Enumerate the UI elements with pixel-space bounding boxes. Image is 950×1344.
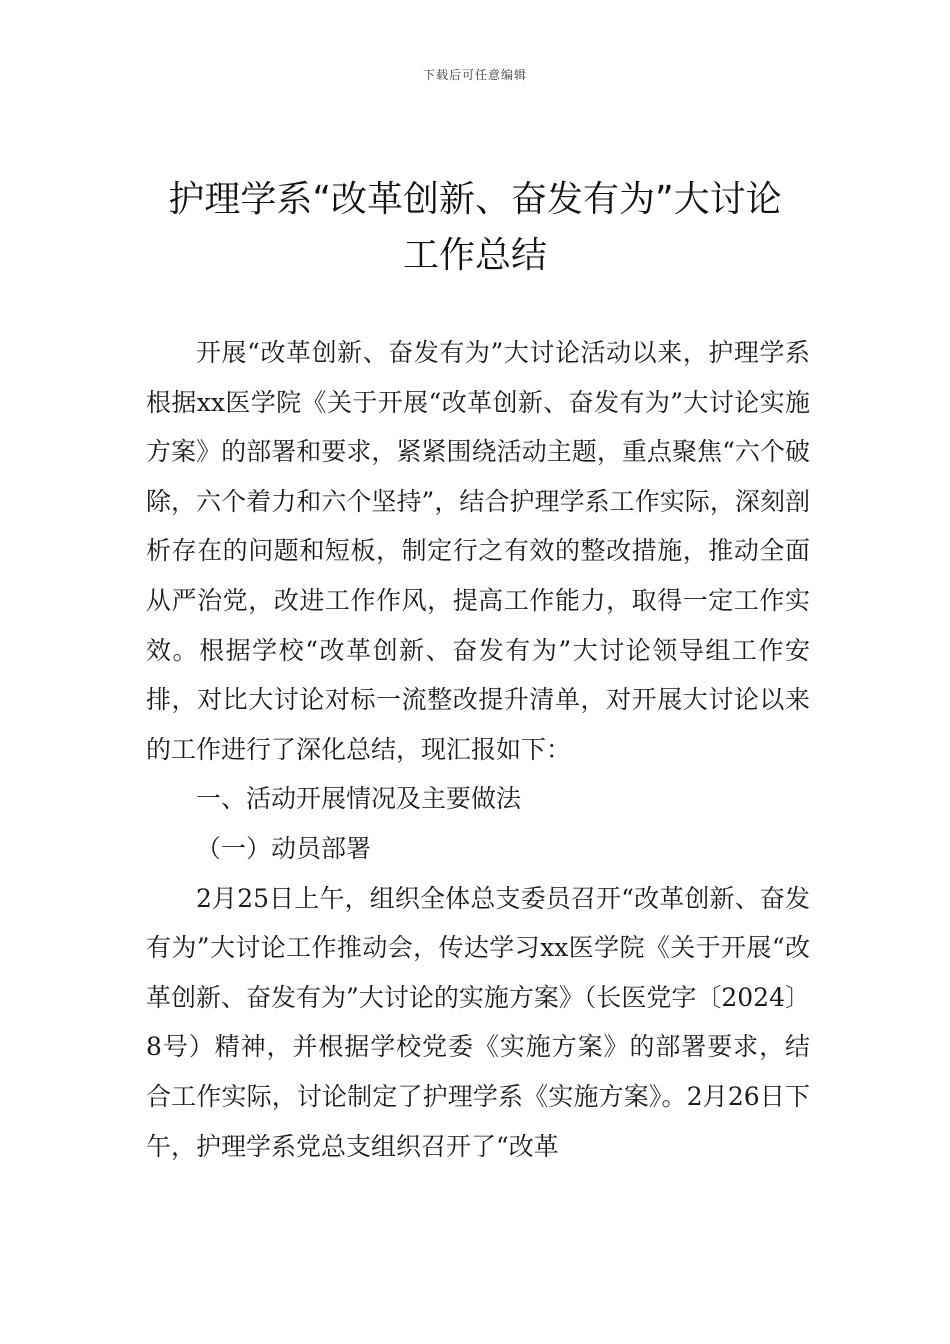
title-line-1: 护理学系“改革创新、奋发有为”大讨论 xyxy=(168,179,782,220)
document-title xyxy=(100,172,850,284)
title-line-2: 工作总结 xyxy=(402,235,547,276)
header-note: 下载后可任意编辑 xyxy=(422,68,527,82)
subsection-heading: （一）动员部署 xyxy=(196,833,372,863)
subsection-paragraph: 2月25日上午，组织全体总支委员召开“改革创新、奋发有为”大讨论工作推动会，传达学习xx医学院《关于开展“改革创新、奋发有为”大讨论的实施方案》（长医党字〔2024〕8号）精神，并根据学校党委《实施方案》的部署要求，结合工作实际，讨论制定了护理学系《实施方案》。2月26日下午，护理学系党总支组织召开了“改革 xyxy=(146,883,810,1161)
section-heading: 一、活动开展情况及主要做法 xyxy=(196,784,522,814)
intro-paragraph: 开展“改革创新、奋发有为”大讨论活动以来，护理学系根据xx医学院《关于开展“改革创新、奋发有为”大讨论实施方案》的部署和要求，紧紧围绕活动主题，重点聚焦“六个破除，六个着力和六个坚持”，结合护理学系工作实际，深刻剖析存在的问题和短板，制定行之有效的整改措施，推动全面从严治党，改进工作作风，提高工作能力，取得一定工作实效。根据学校“改革创新、奋发有为”大讨论领导组工作安排，对比大讨论对标一流整改提升清单，对开展大讨论以来的工作进行了深化总结，现汇报如下： xyxy=(146,338,810,764)
document-body xyxy=(146,328,810,1171)
